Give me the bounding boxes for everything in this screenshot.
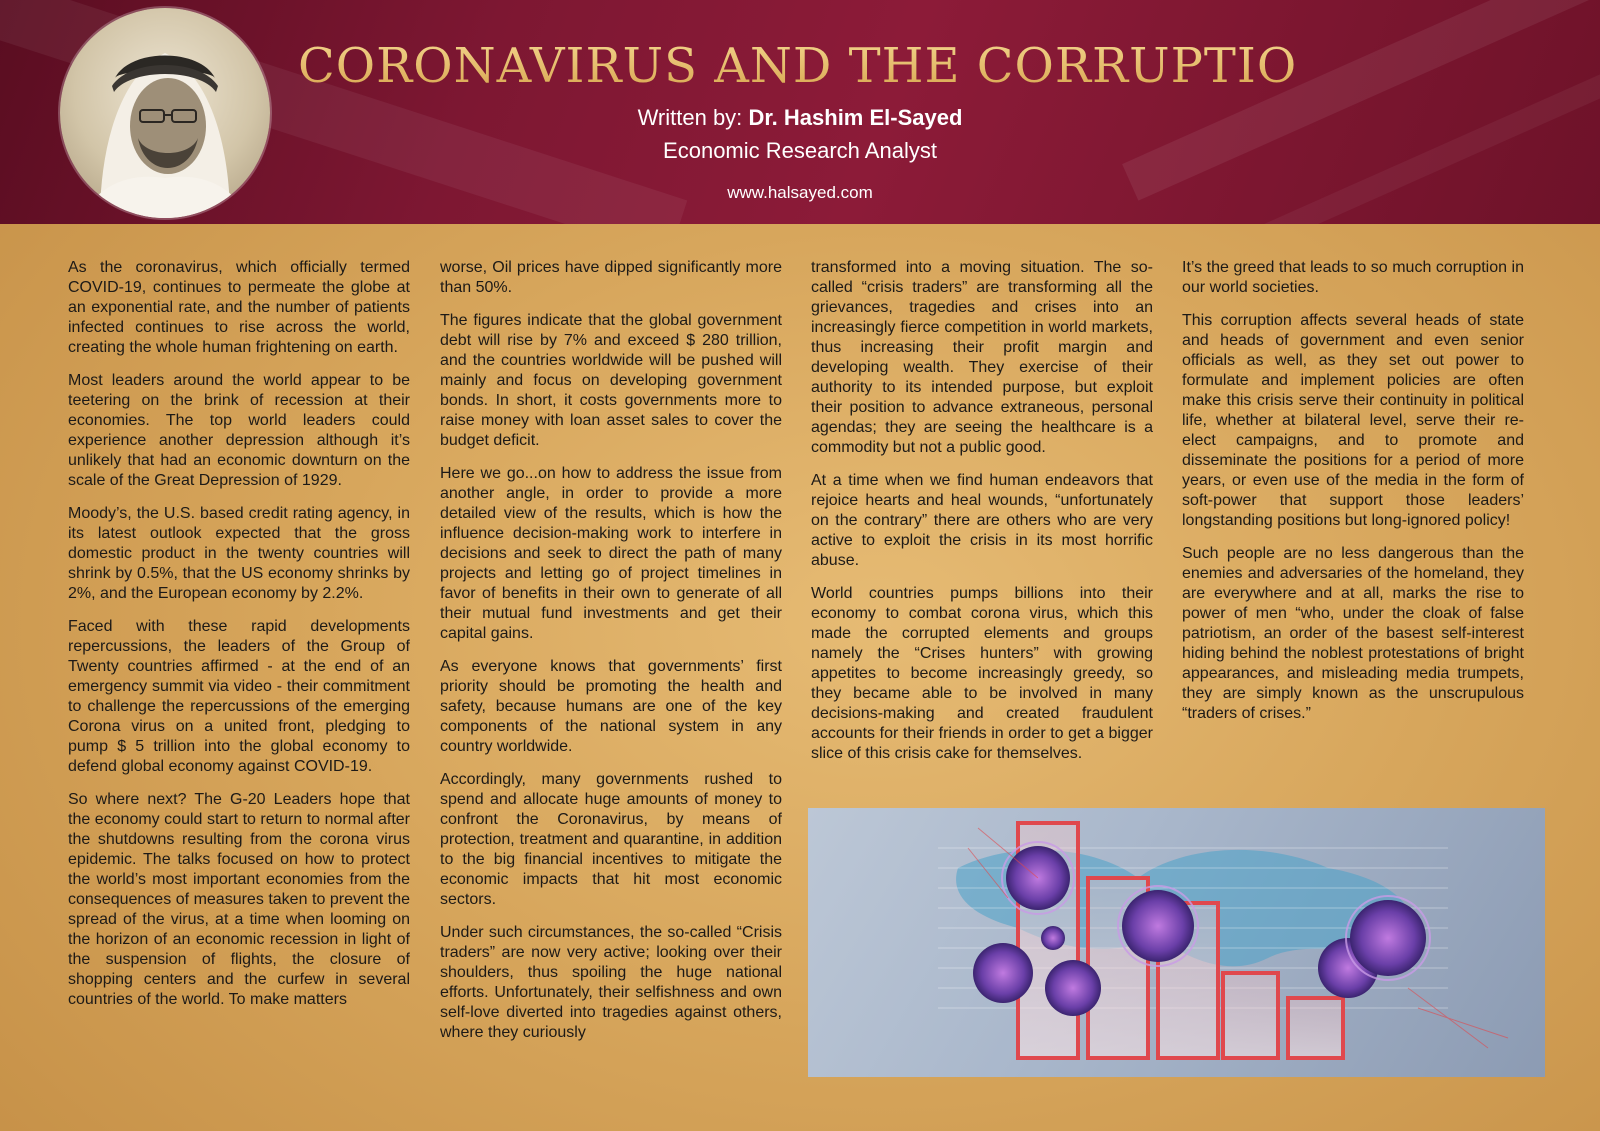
paragraph: So where next? The G-20 Leaders hope that the economy could start to return to normal after the shutdowns resulting from the corona virus epidemic. The talks focused on how to protect the world’s most important economies from the consequences of measures taken to prevent the spread of the virus, at a time when looming on the horizon of an economic recession in light of the suspension of flights, the closure of shopping centers and the curfew in several countries of the world. To make matters	[68, 791, 410, 1008]
header-banner	[0, 0, 1600, 224]
author-role: Economic Research Analyst	[663, 138, 937, 163]
paragraph: The figures indicate that the global government debt will rise by 7% and exceed $ 280 trillion, and the countries worldwide will be pushed will mainly and focus on developing government bonds. In short, it costs governments more to raise money with loan asset sales to cover the budget deficit.	[440, 312, 782, 449]
banner-decoration	[1122, 0, 1600, 201]
paragraph: This corruption affects several heads of state and heads of government and even senior officials as well, as they set out power to formulate and implement policies are often make this crisis serve their continuity in political life, whether at bilateral level, serve their re-elect campaigns, and to promote and disseminate the positions for a period of more years, or even use of the media in the form of soft-power that support those leaders’ longstanding positions but long-ignored policy!	[1182, 312, 1524, 529]
paragraph: Such people are no less dangerous than the enemies and adversaries of the homeland, they are everywhere and at all, marks the rise to power of men “who, under the cloak of false patriotism, an order of the basest self-interest hiding behind the noblest protestations of bright appearances, and misleading media trumpets, they are simply known as the unscrupulous “traders of crises.”	[1182, 545, 1524, 722]
article-column-4	[1182, 258, 1524, 737]
paragraph: Accordingly, many governments rushed to spend and allocate huge amounts of money to confront the Coronavirus, by means of protection, treatment and quarantine, in addition to the big financial incentives to mitigate the economic impacts that hit most economic sectors.	[440, 771, 782, 908]
author-name: Dr. Hashim El-Sayed	[748, 105, 963, 130]
coronavirus-chart-illustration	[808, 808, 1545, 1077]
virus-bars-icon	[808, 808, 1545, 1077]
paragraph: Moody’s, the U.S. based credit rating agency, in its latest outlook expected that the gross domestic product in the twenty countries will shrink by 0.5%, that the US economy shrinks by 2%, and the European economy by 2.2%.	[68, 505, 410, 602]
website-link[interactable]: www.halsayed.com	[727, 183, 873, 202]
paragraph: At a time when we find human endeavors that rejoice hearts and heal wounds, “unfortunately on the contrary” there are others who are very active to exploit the crisis in its most horrific abuse.	[811, 472, 1153, 569]
paragraph: Here we go...on how to address the issue from another angle, in order to provide a more detailed view of the results, which is how the influence decision-making work to interfere in decisions and seek to direct the path of many projects and letting go of project timelines in favor of benefits in their own to generate of all their mutual fund investments and get their capital gains.	[440, 465, 782, 642]
paragraph: Under such circumstances, the so-called “Crisis traders” are now very active; looking over their shoulders, thus spoiling the huge national efforts. Unfortunately, their selfishness and own self-love diverted into tragedies against others, where they curiously	[440, 924, 782, 1041]
paragraph: It’s the greed that leads to so much corruption in our world societies.	[1182, 259, 1524, 296]
paragraph: As the coronavirus, which officially termed COVID-19, continues to permeate the globe at an exponential rate, and the number of patients infected continues to rise across the world, creating the whole human frightening on earth.	[68, 259, 410, 356]
article-column-3	[811, 258, 1153, 777]
paragraph: transformed into a moving situation. The so-called “crisis traders” are transforming all the grievances, tragedies and crises into an increasingly fierce competition in world markets, thus increasing their profit margin and developing wealth. They exercise of their authority to its intended purpose, but exploit their position to advance extraneous, personal agendas; they are seeing the healthcare is a commodity but not a public good.	[811, 259, 1153, 456]
author-portrait-icon	[60, 8, 270, 218]
paragraph: Most leaders around the world appear to be teetering on the brink of recession at their economies. The top world leaders could experience another depression although it’s unlikely that had an economic downturn on the scale of the Great Depression of 1929.	[68, 372, 410, 489]
paragraph: worse, Oil prices have dipped significantly more than 50%.	[440, 259, 782, 296]
page-title: CORONAVIRUS AND THE CORRUPTION	[298, 38, 1341, 94]
paragraph: Faced with these rapid developments repercussions, the leaders of the Group of Twenty countries affirmed - at the end of an emergency summit via video - their commitment to challenge the repercussions of the emerging Corona virus on a united front, pledging to pump $ 5 trillion into the global economy to defend global economy against COVID-19.	[68, 618, 410, 775]
written-by-label: Written by:	[637, 105, 743, 130]
article-column-1	[68, 258, 410, 1023]
article-column-2	[440, 258, 782, 1056]
author-portrait	[60, 8, 270, 218]
paragraph: As everyone knows that governments’ first priority should be promoting the health and safety, because humans are one of the key components of the national system in any country worldwide.	[440, 658, 782, 755]
paragraph: World countries pumps billions into their economy to combat corona virus, which this made the corrupted elements and groups namely the “Crises hunters” with growing appetites to become increasingly greedy, so they became able to be involved in many decisions-making and created fraudulent accounts for their friends in order to get a bigger slice of this crisis cake for themselves.	[811, 585, 1153, 762]
